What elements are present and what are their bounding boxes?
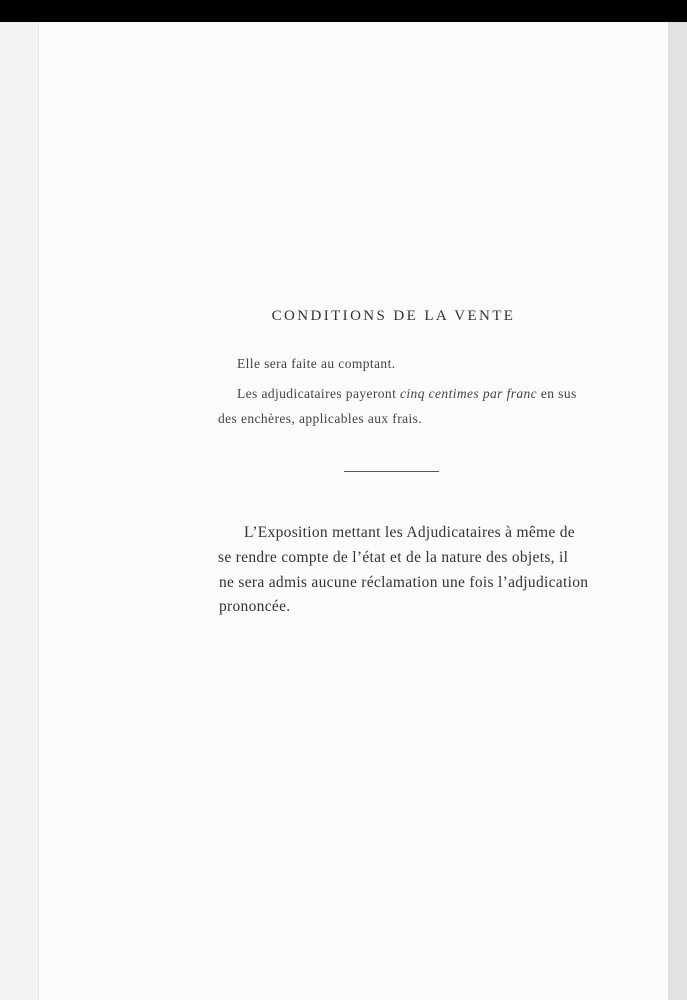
fees-condition-line1 <box>237 386 577 402</box>
scan-top-border <box>0 0 687 22</box>
page-edge-shadow <box>668 22 687 1000</box>
notice-line-4: prononcée. <box>219 598 291 615</box>
payment-condition: Elle sera faite au comptant. <box>237 356 396 371</box>
notice-line-3: ne sera admis aucune réclamation une fois l’adjudication <box>219 574 589 591</box>
fees-text-start: Les adjudicataires payeront <box>237 386 401 401</box>
page-title: CONDITIONS DE LA VENTE <box>271 308 516 324</box>
fees-text-end: en sus <box>537 386 577 401</box>
fees-condition-line2: des enchères, applicables aux frais. <box>218 411 423 426</box>
fees-italic-rate: cinq centimes par franc <box>400 386 538 401</box>
notice-line-2: se rendre compte de l’état et de la nature des objets, il <box>218 549 569 566</box>
notice-line-1: L’Exposition mettant les Adjudicataires à même de <box>244 524 575 541</box>
document-page <box>38 22 669 1000</box>
section-divider <box>344 471 439 472</box>
